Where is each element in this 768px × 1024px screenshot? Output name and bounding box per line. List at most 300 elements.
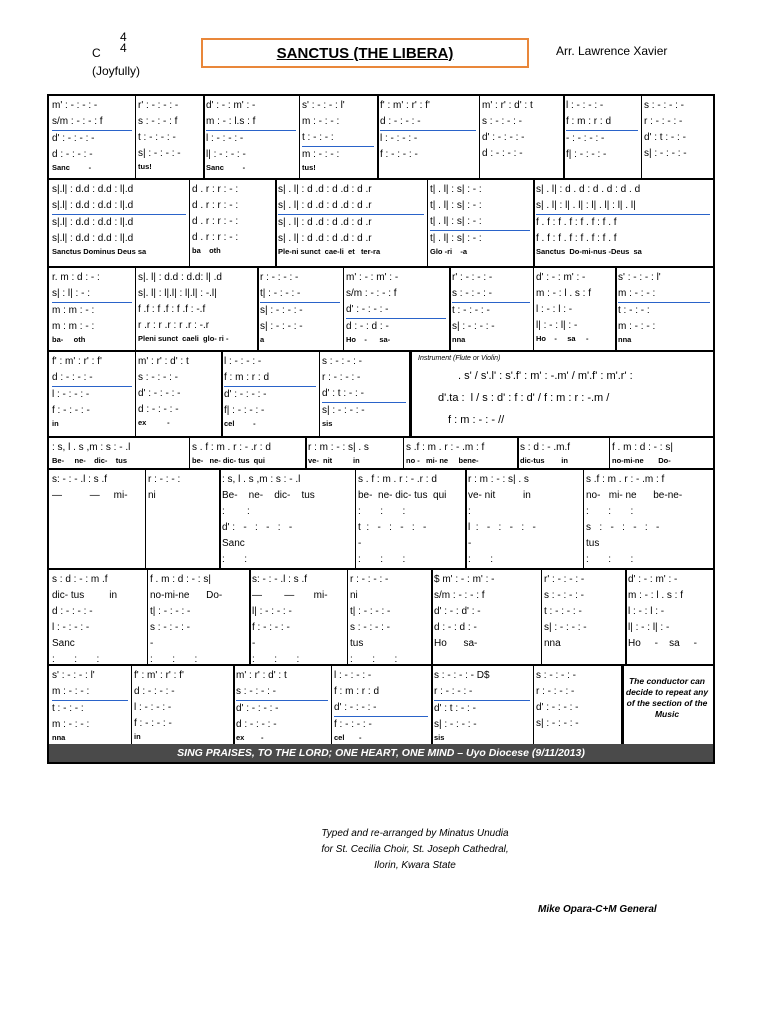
notation-line: m : - : l . s : f [628,590,683,601]
notation-line: s . f : m . r : - .r : d [192,442,271,453]
notation-line: s' : - : - : l' [302,100,345,111]
notation-line: - [150,638,154,649]
lyric-text: sis [322,419,333,428]
notation-line: d' : - : m' : - [628,574,678,585]
notation-line: ve- nit in [468,490,531,501]
score-sheet [47,94,715,764]
measure-cell [331,666,431,746]
notation-line: m : - : - : [302,149,340,160]
notation-line: t : - : - : - [452,305,490,316]
notation-line: m : m : - : [52,305,95,316]
measure-cell [221,352,319,436]
notation-line: t| : - : - : - [260,286,340,303]
measure-cell [343,268,449,350]
notation-line: f| : - : - : - [566,149,607,160]
notation-line: d : - : - : - [236,719,277,730]
measure-cell [249,570,347,664]
notation-line: d . r : r : - : [192,184,239,195]
lyric-text: ex - [138,418,170,427]
notation-line: s .f : m . r : - .m : f [586,474,665,485]
measure-cell [203,96,299,178]
notation-line: f : - : - : - [134,718,172,729]
notation-line: s|. l| : l|.l| : l|.l| : -.l| [138,288,217,299]
measure-cell [583,470,713,568]
bar-line [135,352,136,436]
signature: Mike Opara-C+M General [538,904,657,915]
lyric-text: in [52,419,59,428]
notation-line: l : - : - : - [134,702,172,713]
notation-line: m : - : - : [618,321,656,332]
measure-cell [541,570,625,664]
measure-cell [609,438,713,468]
notation-line: s| . l| : l| . l| : l| . l| : l| . l| [536,198,710,215]
notation-line: m : - : l.s : f [206,114,296,131]
notation-line: t : - : - : - [358,522,427,533]
notation-line: s: - : - .l : s .f [252,574,307,585]
bar-line [431,666,433,746]
notation-line: s| . l| : d .d : d .d : d .r [278,184,372,195]
notation-line: r : - : - : - [322,372,361,383]
measure-cell [49,438,189,468]
notation-line: s| : - : - : - [322,405,365,416]
measure-cell [135,352,221,436]
lyric-text: no - mi- ne bene- [406,456,479,465]
measure-cell [377,96,479,178]
measure-cell [219,470,355,568]
notation-line: : : [468,554,494,565]
notation-line: l : - : l : - [628,606,665,617]
notation-line: r : - : - : - [644,116,683,127]
notation-line: s : - : - : - [452,286,530,303]
measure-cell [135,96,203,178]
notation-line: d . r : r : - : [192,232,239,243]
credit-line-2: for St. Cecilia Choir, St. Joseph Cathedral, [321,844,509,855]
notation-line: : : [222,554,248,565]
notation-line: r .r : r .r : r .r : -.r [138,320,210,331]
notation-line: tus [586,538,600,549]
notation-line: f' : m' : r' : f' [380,100,430,111]
lyric-text: in [134,732,141,741]
bar-line [583,470,584,568]
measure-cell [465,470,583,568]
notation-line: — — mi- [252,590,328,601]
notation-line: l : - : - : - [380,133,418,144]
bar-line [299,96,300,178]
notation-line: d : - : - : - [380,114,476,131]
lyric-text: Sanctus Do-mi-nus -Deus sa [536,247,642,256]
conductor-note [621,666,713,746]
bar-line [533,666,534,746]
notation-line: t| . l| : s| : - : [430,200,482,211]
notation-line: l : - : - : - [206,133,244,144]
measure-cell [299,96,377,178]
notation-line: : : [222,506,250,517]
notation-line: l| : - : l| : - [628,622,670,633]
notation-line: s|.l| : d.d : d.d : l|.d [52,198,186,215]
lyric-text: Sanc - [206,163,246,172]
notation-line: : : : [586,554,634,565]
notation-line: d' : - : - : - [222,522,293,533]
lyric-text: Ho - sa- [346,335,391,344]
notation-line: - [358,538,362,549]
notation-line: t : - : - : [52,703,84,714]
measure-cell [533,666,621,746]
notation-line: : : : [358,554,406,565]
measure-cell [49,268,135,350]
measure-cell [431,570,541,664]
measure-cell [257,268,343,350]
notation-line: s|. l| : d.d : d.d: l| .d [138,272,222,283]
time-signature [120,32,127,54]
footer-bar: SING PRAISES, TO THE LORD; ONE HEART, ONE MIND – Uyo Diocese (9/11/2013) [49,744,713,762]
notation-line: - [252,638,256,649]
notation-line: l : - : l : - [536,304,573,315]
notation-line: s| : - : - : - [138,148,181,159]
instrument-line: d'.ta : l / s : d' : f : d' / f : m : r : -.m / [438,392,610,404]
page-title: SANCTUS (THE LIBERA) [276,44,454,62]
bar-line [355,470,356,568]
notation-line: be- ne- dic- tus qui [358,490,447,501]
notation-line: d : - : d : - [434,622,477,633]
bar-line [449,268,451,350]
notation-line: f . f : f . f : f . f : f . f [536,217,617,228]
notation-line: s : - : - : - [482,116,522,127]
notation-line: l : - : - : - [566,100,604,111]
notation-line: s| : - : - : - [544,622,587,633]
notation-line: s/m : - : - : f [434,590,485,601]
notation-line: : s, l . s ,m : s : - .l [52,442,131,453]
notation-line: t| : - : - : - [150,606,191,617]
bar-line [135,96,136,178]
score-row [49,666,713,748]
notation-line: m : - : l . s : f [536,288,591,299]
notation-line: m' : - : - : - [52,100,98,111]
notation-line: d . r : r : - : [192,216,239,227]
notation-line: d' : - : - : - [334,700,428,717]
notation-line: t| : - : - : - [350,606,391,617]
notation-line: d' : - : m' : - [206,100,256,111]
notation-line: d : - : - : - [138,404,179,415]
lyric-text: Glo -ri -a [430,247,468,256]
bar-line [427,180,428,266]
measure-cell [275,180,427,266]
notation-line: f : - : - : - [52,405,90,416]
measure-cell [533,180,713,266]
notation-line: d' : - : - : - [536,702,579,713]
notation-line: s : - : - : - [150,622,190,633]
lyric-text: nna [618,335,632,344]
notation-line: s : - : - : - [322,356,362,367]
bar-line [203,96,205,178]
notation-line: s .f : m . r : - .m : f [406,442,485,453]
notation-line: f . m : d : - : s| [150,574,211,585]
measure-cell [189,180,275,266]
lyric-text: cel - [334,733,362,742]
bar-line [221,352,223,436]
notation-line: l : - : - : - [52,622,90,633]
notation-line: l : - : - : - [334,670,372,681]
notation-line: d' : - : m' : - [536,272,586,283]
credit-line-1: Typed and re-arranged by Minatus Unudia [321,828,509,839]
notation-line: m' : - : m' : - [346,272,399,283]
notation-line: ni [148,490,156,501]
notation-line: d' : - : - : - [236,703,279,714]
lyric-text: nna [452,335,466,344]
score-row [49,352,713,438]
notation-line: s : - : - : - [644,100,684,111]
notation-line: : [468,506,471,517]
measure-cell [145,470,219,568]
bar-line [219,470,221,568]
notation-line: s . f : m . r : - .r : d [358,474,437,485]
bar-line [347,570,348,664]
notation-line: Be- ne- dic- tus [222,490,315,501]
notation-line: r : - : - : [148,474,181,485]
notation-line: d : - : d : - [346,321,389,332]
notation-line: s|.l| : d.d : d.d : l|.d [52,184,134,195]
lyric-text: Sanctus Dominus Deus sa [52,247,147,256]
notation-line: d : - : - : - [134,686,175,697]
notation-line: r' : - : - : - [452,272,493,283]
notation-line: s| : - : - : - [452,321,495,332]
notation-line: t : - : - : - [544,606,582,617]
lyric-text: cel - [224,419,256,428]
notation-line: s| : - : - : - [434,719,477,730]
score-row [49,470,713,570]
notation-line: s| : - : - : - [644,148,687,159]
notation-line: t : - : - : - [138,132,176,143]
measure-cell [427,180,533,266]
notation-line: s' : - : - : l' [52,670,95,681]
notation-line: s : d : - .m.f [520,442,571,453]
notation-line: d' : t : - : - [434,703,476,714]
lyric-text: tus! [138,162,152,171]
bar-line [233,666,235,746]
credit-block [300,826,530,874]
score-row [49,570,713,666]
measure-cell [147,570,249,664]
notation-line: m : m : - : [52,321,95,332]
notation-line: f . f : f . f : f . f : f . f [536,233,617,244]
bar-line [319,352,320,436]
bar-line [465,470,467,568]
notation-line: d' : - : d' : - [434,606,481,617]
score-row [49,268,713,352]
lyric-text: a [260,335,265,344]
notation-line: l : - : - : - [52,389,90,400]
notation-line: r : - : - : - [260,272,299,283]
notation-line: s: - : - .l : s .f [52,474,107,485]
notation-line: : : : [350,654,398,664]
notation-line: r : m : - : s| . s [468,474,529,485]
bar-line [147,570,148,664]
instrument-part [415,352,709,436]
notation-line: s : - : - : - [138,372,178,383]
lyric-text: no-mi-ne Do- [612,456,671,465]
notation-line: f' : m' : r' : f' [52,356,102,367]
notation-line: s : d : - : m .f [52,574,108,585]
bar-line [189,180,190,266]
notation-line: s| : l| : - : [52,286,132,303]
lyric-text: sis [434,733,445,742]
notation-line: l : - : - : - [468,522,536,533]
score-row [49,438,713,470]
notation-line: r' : - : - : - [138,100,179,111]
notation-line: s' : - : - : l' [618,272,661,283]
notation-line: m : - : - : [52,719,90,730]
notation-line: nna [544,638,561,649]
notation-line: m' : r' : d' : t [482,100,533,111]
notation-line: m : - : - : [52,684,128,701]
notation-line: t : - : - : [618,305,650,316]
lyric-text: Ple-ni sunct cae-li et ter-ra [278,247,381,256]
notation-line: s : - : - : - [236,684,328,701]
notation-line: s|.l| : d.d : d.d : l|.d [52,233,134,244]
notation-line: f' : m' : r' : f' [134,670,184,681]
notation-line: Ho sa- [434,638,478,649]
measure-cell [517,438,609,468]
notation-line: m : - : - : [302,116,340,127]
credit-line-3: Ilorin, Kwara State [374,860,456,871]
notation-line: f : m : r : d [334,686,380,697]
bar-line-thick [621,666,624,746]
notation-line: l : - : - : - [224,356,262,367]
score-row [49,180,713,268]
notation-line: f : m : r : d [566,114,638,131]
bar-line [563,96,565,178]
bar-line [249,570,251,664]
notation-line: no- mi- ne be-ne- [586,490,683,501]
notation-line: s| . l| : d .d : d .d : d .r [278,217,372,228]
notation-line: : : : [252,654,300,664]
notation-line: d' : t : - : - [644,132,686,143]
notation-line: d : - : - : - [482,148,523,159]
measure-cell [189,438,305,468]
notation-line: s : - : - : - D$ [434,670,490,681]
notation-line: : : : [150,654,198,664]
bar-line [377,96,379,178]
bar-line [331,666,332,746]
measure-cell [305,438,403,468]
notation-line: d . r : r : - : [192,200,239,211]
measure-cell [431,666,533,746]
measure-cell [479,96,563,178]
notation-line: s : - : - : - [586,522,660,533]
notation-line: s|.l| : d.d : d.d : l|.d [52,217,134,228]
notation-line: l| : - : - : - [206,149,246,160]
measure-cell [533,268,615,350]
notation-line: - [468,538,472,549]
lyric-text: Pleni sunct caeli glo- ri - [138,334,229,343]
time-bottom: 4 [120,41,127,55]
notation-line: f . m : d : - : s| [612,442,673,453]
instrument-line: f : m : - : - // [448,414,505,426]
arranger: Arr. Lawrence Xavier [556,44,668,58]
notation-line: r : - : - : - [350,574,389,585]
score-row [49,96,713,180]
bar-line [431,570,433,664]
notation-line: $ m' : - : m' : - [434,574,495,585]
notation-line: - : - : - : - [566,133,605,144]
lyric-text: nna [52,733,66,742]
measure-cell [355,470,465,568]
measure-cell [49,470,145,568]
bar-line [615,268,617,350]
lyric-text: Sanc - [52,163,92,172]
notation-line: s : - : - : - [544,590,584,601]
bar-line [517,438,519,468]
lyric-text: ba oth [192,246,221,255]
notation-line: dic- tus in [52,590,118,601]
bar-line [131,666,132,746]
notation-line: d : - : - : - [52,149,93,160]
notation-line: r : m : - : s| . s [308,442,369,453]
notation-line: t : - : - : [302,130,374,147]
notation-line: s| . l| : d .d : d .d : d .r [278,198,424,215]
notation-line: f| : - : - : - [224,405,265,416]
notation-line: s : - : - : f [138,116,178,127]
notation-line: r : - : - : - [434,684,530,701]
measure-cell [49,570,147,664]
title-box [201,38,529,68]
tempo-mood: (Joyfully) [92,64,141,78]
measure-cell [49,180,189,266]
notation-line: r' : - : - : - [544,574,585,585]
bar-line [479,96,480,178]
notation-line: s| : - : - : - [260,305,303,316]
bar-line [135,268,136,350]
notation-line: : : : [358,506,406,517]
bar-line-thick [409,352,412,436]
notation-line: d' : t : - : - [322,386,406,403]
notation-line: t| . l| : s| : - : [430,233,482,244]
measure-cell [563,96,641,178]
bar-line [403,438,404,468]
notation-line: d' : - : - : - [224,389,267,400]
notation-line: d' : - : - : - [52,133,95,144]
lyric-text: ve- nit in [308,456,360,465]
measure-cell [319,352,409,436]
measure-cell [49,96,135,178]
bar-line [305,438,307,468]
notation-line: tus [350,638,364,649]
notation-line: d' : - : - : - [346,302,446,319]
measure-cell [135,268,257,350]
notation-line: l| : - : l| : - [536,320,578,331]
notation-line: f : m : r : d [224,370,316,387]
time-top: 4 [120,30,127,44]
bar-line [541,570,542,664]
bar-line [189,438,190,468]
measure-cell [449,268,533,350]
notation-line: s/m : - : - : f [346,288,397,299]
notation-line: m' : r' : d' : t [236,670,287,681]
measure-cell [625,570,713,664]
notation-line: t| . l| : s| : - : [430,184,482,195]
notation-line: d' : - : - : - [482,132,525,143]
key-label: C [92,46,101,60]
notation-line: no-mi-ne Do- [150,590,223,601]
notation-line: Sanc [52,638,75,649]
notation-line: Ho - sa - [628,638,697,649]
notation-line: Sanc [222,538,245,549]
bar-line [145,470,146,568]
measure-cell [49,666,131,746]
bar-line [533,180,535,266]
notation-line: — — mi- [52,490,128,501]
lyric-text: dic-tus in [520,456,568,465]
notation-line: s| : - : - : - [260,321,303,332]
